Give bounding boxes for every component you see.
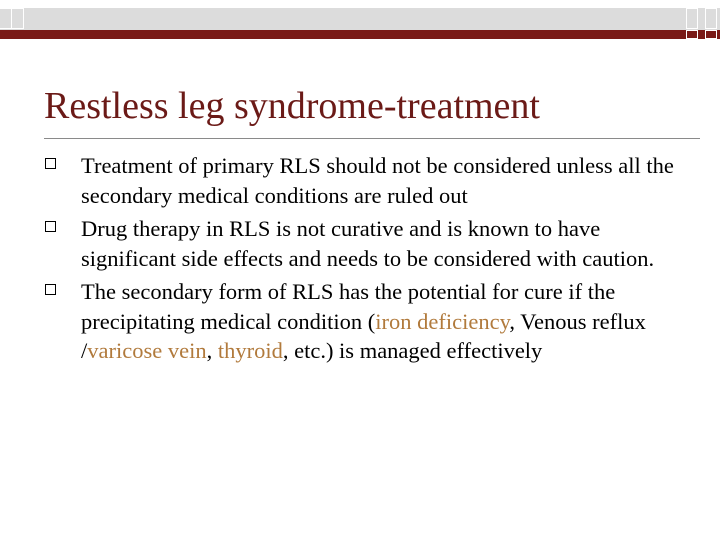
- iron-deficiency-link[interactable]: iron deficiency: [375, 308, 510, 334]
- varicose-vein-link[interactable]: varicose vein: [87, 338, 207, 363]
- decor-square-icon: [12, 8, 24, 29]
- decor-square-icon: [705, 30, 717, 39]
- header-band-red: [0, 30, 720, 39]
- bullet-text-part: , etc.) is managed effectively: [282, 338, 543, 363]
- thyroid-link[interactable]: thyroid: [217, 338, 283, 363]
- bullet-text: Treatment of primary RLS should not be considered unless all the secondary medical conditions are ruled out: [81, 153, 674, 208]
- decor-square-icon: [686, 8, 698, 29]
- bullet-text: Drug therapy in RLS is not curative and is known to have significant side effects and needs to be considered with caution.: [81, 216, 655, 271]
- header-decoration-band: [0, 8, 728, 39]
- decor-square-icon: [686, 30, 698, 39]
- hollow-square-icon: [45, 221, 56, 232]
- slide-title: Restless leg syndrome-treatment: [44, 85, 540, 127]
- bullet-text-part: The secondary form of RLS has the potential for cure if the precipitating medical condition (: [81, 279, 616, 334]
- hollow-square-icon: [45, 284, 56, 295]
- decor-square-icon: [0, 8, 12, 29]
- bullet-text-part: ,: [206, 338, 218, 363]
- bullet-item: [44, 277, 694, 366]
- hollow-square-icon: [45, 158, 56, 169]
- bullet-list: [44, 151, 694, 370]
- bullet-item: [44, 214, 694, 273]
- bullet-item: [44, 151, 694, 210]
- decor-square-icon: [705, 8, 717, 29]
- bullet-text-part: , Venous reflux /: [81, 308, 646, 363]
- header-band-grey: [0, 8, 720, 30]
- title-divider: [44, 138, 700, 139]
